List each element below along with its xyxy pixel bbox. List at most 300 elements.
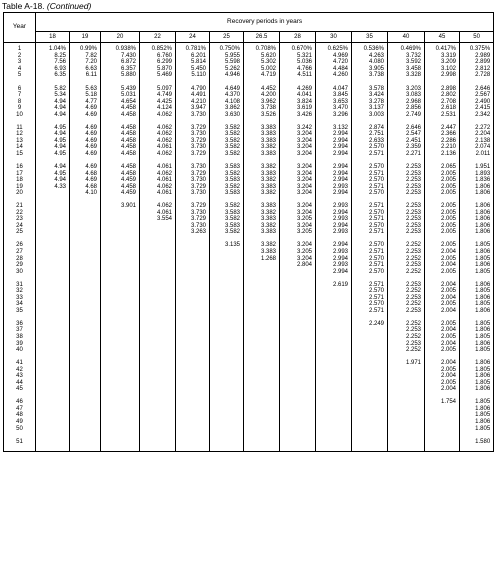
rate-cell: 3.730: [176, 111, 210, 118]
rate-cell: 2.005: [425, 334, 460, 341]
rate-cell: 3.582: [210, 138, 244, 145]
year-cell: 25: [4, 229, 36, 236]
rate-cell: 3.424: [352, 92, 388, 99]
rate-cell: 2.993: [316, 183, 352, 190]
rate-cell: 3.582: [210, 144, 244, 151]
rate-cell: 1.806: [460, 190, 494, 197]
rate-cell: 2.005: [425, 209, 460, 216]
rate-cell: 4.061: [140, 164, 176, 171]
rate-cell: 1.268: [244, 255, 280, 262]
rate-cell: 1.806: [460, 223, 494, 230]
rate-cell: 4.69: [70, 105, 101, 112]
rate-cell: 3.947: [176, 105, 210, 112]
table-title-continued: (Continued): [46, 1, 92, 11]
rate-cell: 3.730: [176, 190, 210, 197]
year-cell: 46: [4, 399, 36, 406]
rate-cell: 2.004: [425, 295, 460, 302]
rate-cell: 4.458: [101, 170, 140, 177]
year-cell: 16: [4, 164, 36, 171]
rate-cell: 4.458: [101, 111, 140, 118]
year-cell: 18: [4, 177, 36, 184]
rate-cell: 3.278: [352, 98, 388, 105]
rate-cell: 3.204: [280, 203, 316, 210]
rate-cell: 2.571: [352, 170, 388, 177]
rate-cell: 3.653: [316, 98, 352, 105]
column-header: 26.5: [244, 32, 280, 43]
year-cell: 8: [4, 98, 36, 105]
rate-cell: 0.750%: [210, 46, 244, 53]
rate-cell: 4.654: [101, 98, 140, 105]
rate-cell: 2.004: [425, 327, 460, 334]
rate-cell: 2.074: [460, 144, 494, 151]
year-cell: 10: [4, 111, 36, 118]
rate-cell: 3.730: [176, 164, 210, 171]
rate-cell: 3.905: [352, 66, 388, 73]
year-cell: 2: [4, 53, 36, 60]
rate-cell: 2.272: [460, 124, 494, 131]
rate-cell: 4.062: [140, 138, 176, 145]
rate-cell: 3.382: [244, 209, 280, 216]
rate-cell: 1.805: [460, 380, 494, 387]
rate-cell: 3.003: [352, 111, 388, 118]
rate-cell: 3.204: [280, 223, 316, 230]
rate-cell: 4.484: [316, 66, 352, 73]
rate-cell: 1.04%: [36, 46, 70, 53]
rate-cell: 4.425: [140, 98, 176, 105]
rate-cell: 2.252: [388, 255, 425, 262]
year-cell: 43: [4, 373, 36, 380]
rate-cell: 2.004: [425, 262, 460, 269]
rate-cell: 8.25: [36, 53, 70, 60]
rate-cell: 1.806: [460, 308, 494, 315]
column-header: 35: [352, 32, 388, 43]
rate-cell: 4.94: [36, 105, 70, 112]
year-cell: 11: [4, 124, 36, 131]
rate-cell: 3.204: [280, 183, 316, 190]
year-cell: 4: [4, 66, 36, 73]
column-header: 18: [36, 32, 70, 43]
rate-cell: 1.893: [460, 170, 494, 177]
rate-cell: 2.252: [388, 242, 425, 249]
rate-cell: 4.720: [316, 59, 352, 66]
rate-cell: 2.728: [460, 72, 494, 79]
rate-cell: 2.989: [460, 53, 494, 60]
rate-cell: 2.618: [425, 105, 460, 112]
rate-cell: 2.571: [352, 295, 388, 302]
rate-cell: 2.249: [352, 321, 388, 328]
rate-cell: 1.805: [460, 347, 494, 354]
rate-cell: 3.135: [210, 242, 244, 249]
rate-cell: 2.804: [280, 262, 316, 269]
rate-cell: 3.102: [425, 66, 460, 73]
rate-cell: 2.998: [425, 72, 460, 79]
rate-cell: 2.252: [388, 288, 425, 295]
rate-cell: 5.34: [36, 92, 70, 99]
rate-cell: 5.036: [280, 59, 316, 66]
year-cell: 47: [4, 406, 36, 413]
rate-cell: 2.898: [425, 85, 460, 92]
year-cell: 13: [4, 138, 36, 145]
column-header: 40: [388, 32, 425, 43]
rate-cell: 2.005: [425, 268, 460, 275]
rate-cell: 2.994: [316, 223, 352, 230]
rate-cell: 2.253: [388, 295, 425, 302]
rate-cell: 3.383: [244, 203, 280, 210]
rate-cell: 3.729: [176, 138, 210, 145]
rate-cell: 2.571: [352, 229, 388, 236]
rate-cell: 2.253: [388, 340, 425, 347]
rate-cell: 2.749: [388, 111, 425, 118]
rate-cell: 2.571: [352, 183, 388, 190]
rate-cell: 2.567: [460, 92, 494, 99]
column-header: 20: [101, 32, 140, 43]
rate-cell: 2.451: [388, 138, 425, 145]
rate-cell: 2.210: [425, 144, 460, 151]
rate-cell: 3.583: [210, 190, 244, 197]
rate-cell: 2.005: [425, 380, 460, 387]
rate-cell: 0.781%: [176, 46, 210, 53]
rate-cell: 3.328: [388, 72, 425, 79]
rate-cell: 4.452: [244, 85, 280, 92]
rate-cell: 2.136: [425, 151, 460, 158]
year-cell: 51: [4, 438, 36, 445]
rate-cell: 6.93: [36, 66, 70, 73]
rate-cell: 2.005: [425, 177, 460, 184]
rate-cell: 3.132: [316, 124, 352, 131]
rate-cell: 2.004: [425, 249, 460, 256]
rate-cell: 4.749: [140, 92, 176, 99]
year-cell: 38: [4, 334, 36, 341]
rate-cell: 4.77: [70, 98, 101, 105]
rate-cell: 4.94: [36, 98, 70, 105]
rate-cell: 2.253: [388, 164, 425, 171]
rate-cell: 4.10: [70, 190, 101, 197]
rate-cell: 1.806: [460, 360, 494, 367]
year-cell: 1: [4, 46, 36, 53]
year-cell: 50: [4, 425, 36, 432]
rate-cell: 4.946: [210, 72, 244, 79]
rate-cell: 3.619: [280, 105, 316, 112]
rate-cell: 2.571: [352, 281, 388, 288]
rate-cell: 2.253: [388, 308, 425, 315]
rate-cell: 3.383: [244, 124, 280, 131]
year-cell: 35: [4, 308, 36, 315]
rate-cell: 4.95: [36, 151, 70, 158]
rate-cell: 2.004: [425, 373, 460, 380]
rate-cell: 2.570: [352, 223, 388, 230]
rate-cell: 3.729: [176, 124, 210, 131]
rate-cell: 4.719: [244, 72, 280, 79]
rate-cell: 4.458: [101, 131, 140, 138]
rate-cell: 4.69: [70, 138, 101, 145]
rate-cell: 4.210: [176, 98, 210, 105]
rate-cell: 4.458: [101, 164, 140, 171]
rate-cell: 2.571: [352, 308, 388, 315]
rate-cell: 5.110: [176, 72, 210, 79]
rate-cell: 3.738: [352, 72, 388, 79]
year-cell: 36: [4, 321, 36, 328]
rate-cell: 2.004: [425, 308, 460, 315]
rate-cell: 4.95: [36, 138, 70, 145]
rate-cell: 2.993: [316, 229, 352, 236]
rate-cell: 4.69: [70, 151, 101, 158]
rate-cell: 4.491: [176, 92, 210, 99]
rate-cell: 1.806: [460, 229, 494, 236]
rate-cell: 2.994: [316, 151, 352, 158]
rate-cell: 2.005: [425, 223, 460, 230]
rate-cell: 2.994: [316, 255, 352, 262]
rate-cell: 4.458: [101, 124, 140, 131]
rate-cell: 3.242: [280, 124, 316, 131]
rate-cell: 3.204: [280, 138, 316, 145]
rate-cell: 5.870: [140, 66, 176, 73]
rate-cell: 3.583: [210, 164, 244, 171]
rate-cell: 2.204: [460, 131, 494, 138]
year-cell: 37: [4, 327, 36, 334]
rate-cell: 3.730: [176, 131, 210, 138]
rate-cell: 3.729: [176, 170, 210, 177]
rate-cell: 2.570: [352, 268, 388, 275]
rate-cell: 2.005: [425, 242, 460, 249]
rate-cell: 2.005: [425, 170, 460, 177]
rate-cell: 2.253: [388, 262, 425, 269]
rate-cell: 2.252: [388, 334, 425, 341]
column-header-row: [4, 32, 494, 43]
rate-cell: 3.137: [352, 105, 388, 112]
rate-cell: 3.383: [244, 249, 280, 256]
rate-cell: 2.570: [352, 301, 388, 308]
rate-cell: 2.253: [388, 216, 425, 223]
rate-cell: 5.814: [176, 59, 210, 66]
rate-cell: 2.993: [316, 203, 352, 210]
rate-cell: 4.061: [140, 177, 176, 184]
rate-cell: 1.805: [460, 334, 494, 341]
rate-cell: 2.531: [425, 111, 460, 118]
rate-cell: 4.108: [210, 98, 244, 105]
rate-cell: 6.357: [101, 66, 140, 73]
rate-cell: 2.812: [460, 66, 494, 73]
rate-cell: 5.002: [244, 66, 280, 73]
rate-cell: 4.69: [70, 111, 101, 118]
rate-cell: 2.005: [425, 216, 460, 223]
rate-cell: 6.299: [140, 59, 176, 66]
rate-cell: 2.359: [388, 144, 425, 151]
rate-cell: 1.805: [460, 268, 494, 275]
rate-cell: 7.430: [101, 53, 140, 60]
table-title: [2, 1, 91, 11]
rate-cell: 2.994: [316, 177, 352, 184]
rate-cell: 1.836: [460, 177, 494, 184]
rate-cell: 2.571: [352, 203, 388, 210]
rate-cell: 6.201: [176, 53, 210, 60]
rate-cell: 6.35: [36, 72, 70, 79]
rate-cell: 2.633: [352, 138, 388, 145]
rate-cell: 1.805: [460, 399, 494, 406]
rate-cell: 4.061: [140, 190, 176, 197]
rate-cell: 2.874: [352, 124, 388, 131]
rate-cell: 2.253: [388, 203, 425, 210]
rate-cell: 3.383: [244, 138, 280, 145]
depreciation-table: [3, 12, 494, 452]
rate-cell: 2.342: [460, 111, 494, 118]
column-header: 50: [460, 32, 494, 43]
column-header: 28: [280, 32, 316, 43]
rate-cell: 3.845: [316, 92, 352, 99]
rate-cell: 1.805: [460, 301, 494, 308]
rate-cell: 2.570: [352, 242, 388, 249]
rate-cell: 7.20: [70, 59, 101, 66]
rate-cell: 4.260: [316, 72, 352, 79]
rate-cell: 2.004: [425, 340, 460, 347]
rate-cell: 3.582: [210, 170, 244, 177]
rate-cell: 4.459: [101, 190, 140, 197]
rate-cell: 1.805: [460, 321, 494, 328]
rate-cell: 5.450: [176, 66, 210, 73]
rate-cell: 3.382: [244, 144, 280, 151]
rate-cell: 1.971: [388, 360, 425, 367]
year-cell: 15: [4, 151, 36, 158]
rate-cell: 6.760: [140, 53, 176, 60]
year-cell: 19: [4, 183, 36, 190]
rate-cell: 2.005: [425, 190, 460, 197]
rate-cell: 0.938%: [101, 46, 140, 53]
rate-cell: 5.097: [140, 85, 176, 92]
rate-cell: 3.205: [280, 216, 316, 223]
rate-cell: 2.994: [316, 170, 352, 177]
rate-cell: 0.670%: [280, 46, 316, 53]
year-cell: 6: [4, 85, 36, 92]
rate-cell: 3.204: [280, 144, 316, 151]
rate-cell: 2.366: [425, 131, 460, 138]
rate-cell: 3.382: [244, 223, 280, 230]
rate-cell: 4.062: [140, 170, 176, 177]
year-cell: 39: [4, 340, 36, 347]
rate-cell: 3.204: [280, 209, 316, 216]
rate-cell: 4.766: [280, 66, 316, 73]
rate-cell: 1.805: [460, 255, 494, 262]
rate-cell: 4.68: [70, 170, 101, 177]
rate-cell: 3.824: [280, 98, 316, 105]
rate-cell: 2.004: [425, 386, 460, 393]
rate-cell: 2.253: [388, 249, 425, 256]
year-cell: 29: [4, 262, 36, 269]
rate-cell: 3.382: [244, 177, 280, 184]
rate-cell: 2.646: [388, 124, 425, 131]
rate-cell: 2.286: [425, 138, 460, 145]
rate-cell: 2.856: [388, 105, 425, 112]
rate-cell: 5.880: [101, 72, 140, 79]
rate-cell: 3.730: [176, 209, 210, 216]
rate-cell: 2.570: [352, 209, 388, 216]
rate-cell: 1.754: [425, 399, 460, 406]
rate-cell: 2.447: [425, 124, 460, 131]
rate-cell: 4.200: [244, 92, 280, 99]
rate-cell: 3.962: [244, 98, 280, 105]
rate-cell: 4.062: [140, 124, 176, 131]
year-cell: 7: [4, 92, 36, 99]
rate-cell: 3.470: [316, 105, 352, 112]
rate-cell: 3.583: [210, 177, 244, 184]
rate-cell: 4.080: [352, 59, 388, 66]
rate-cell: 2.253: [388, 170, 425, 177]
year-cell: 22: [4, 209, 36, 216]
rate-cell: 4.062: [140, 151, 176, 158]
rate-cell: 0.375%: [460, 46, 494, 53]
rate-cell: 2.004: [425, 281, 460, 288]
rate-cell: 0.469%: [388, 46, 425, 53]
rate-cell: 2.994: [316, 190, 352, 197]
rate-cell: 2.252: [388, 268, 425, 275]
rate-cell: 5.439: [101, 85, 140, 92]
rate-cell: 4.047: [316, 85, 352, 92]
rate-cell: 2.571: [352, 216, 388, 223]
rate-cell: 2.994: [316, 268, 352, 275]
rate-cell: 3.583: [210, 209, 244, 216]
rate-cell: 5.18: [70, 92, 101, 99]
rate-cell: 3.582: [210, 203, 244, 210]
rate-cell: 4.69: [70, 124, 101, 131]
rate-cell: 4.263: [352, 53, 388, 60]
rate-cell: 3.204: [280, 190, 316, 197]
rate-cell: 3.901: [101, 203, 140, 210]
rate-cell: 6.63: [70, 66, 101, 73]
rate-cell: 1.806: [460, 183, 494, 190]
rate-cell: 1.806: [460, 386, 494, 393]
rate-cell: 3.582: [210, 131, 244, 138]
rate-cell: 3.204: [280, 177, 316, 184]
year-cell: 24: [4, 223, 36, 230]
rate-cell: 2.994: [316, 242, 352, 249]
rate-cell: 2.751: [352, 131, 388, 138]
rate-cell: 3.578: [352, 85, 388, 92]
rate-cell: 2.570: [352, 164, 388, 171]
rate-cell: 3.383: [244, 183, 280, 190]
rate-cell: 3.729: [176, 183, 210, 190]
rate-cell: 1.951: [460, 164, 494, 171]
year-cell: 5: [4, 72, 36, 79]
rate-cell: 4.33: [36, 183, 70, 190]
rate-cell: 2.899: [460, 59, 494, 66]
rate-cell: 2.252: [388, 321, 425, 328]
year-cell: 34: [4, 301, 36, 308]
rate-cell: 4.458: [101, 183, 140, 190]
rate-cell: 4.459: [101, 177, 140, 184]
rate-cell: 3.738: [244, 105, 280, 112]
rate-cell: 5.598: [210, 59, 244, 66]
rate-cell: 3.630: [210, 111, 244, 118]
rate-cell: 4.062: [140, 111, 176, 118]
rate-cell: 6.11: [70, 72, 101, 79]
rate-cell: 2.253: [388, 229, 425, 236]
rate-cell: 3.383: [244, 151, 280, 158]
year-cell: 31: [4, 281, 36, 288]
rate-cell: 3.204: [280, 164, 316, 171]
rate-cell: 3.729: [176, 216, 210, 223]
rate-cell: 2.138: [460, 138, 494, 145]
year-cell: 41: [4, 360, 36, 367]
rate-cell: 2.005: [425, 321, 460, 328]
rate-cell: 2.011: [460, 151, 494, 158]
column-header: 24: [176, 32, 210, 43]
rate-cell: 4.062: [140, 203, 176, 210]
rate-cell: 3.204: [280, 255, 316, 262]
rate-cell: 2.993: [316, 216, 352, 223]
year-header: Year: [4, 13, 36, 43]
rate-cell: 5.321: [280, 53, 316, 60]
rate-cell: 1.806: [460, 327, 494, 334]
rate-cell: 4.94: [36, 164, 70, 171]
rate-cell: 2.571: [352, 151, 388, 158]
